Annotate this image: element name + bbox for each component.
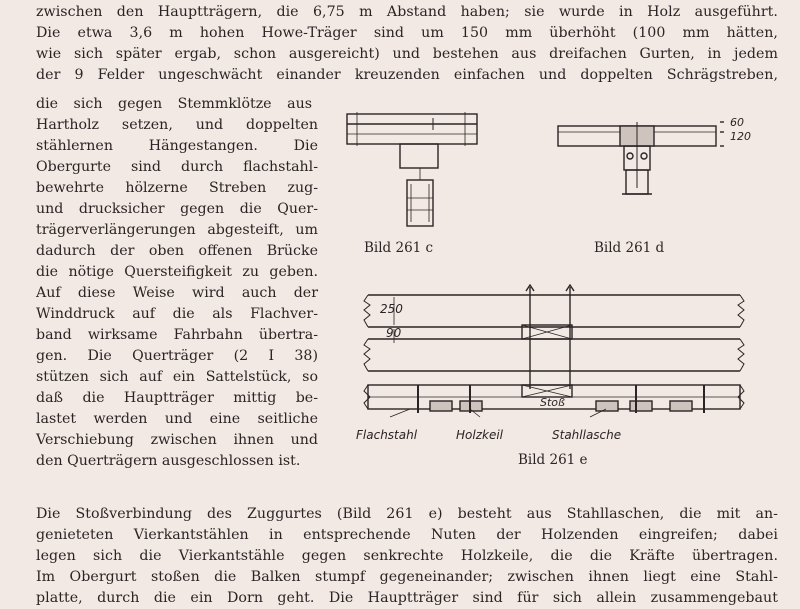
text-line: Winddruck auf die als Flachver-: [36, 306, 318, 322]
figure-caption: Bild 261 e: [518, 452, 588, 468]
text-line: daß die Hauptträger mittig be-: [36, 390, 318, 406]
text-line: der 9 Felder ungeschwächt einander kreuzenden einfachen und doppelten Schrägstreben,: [36, 67, 778, 83]
text-line: wie sich später ergab, schon ausgereicht) und bestehen aus dreifachen Gurten, in jedem: [36, 46, 778, 62]
text-line: Im Obergurt stoßen die Balken stumpf gegeneinander; zwischen ihnen liegt eine Stahl-: [36, 569, 778, 585]
text-line: dadurch der oben offenen Brücke: [36, 243, 318, 259]
text-line: trägerverlängerungen abgesteift, um: [36, 222, 318, 238]
dimension-label: 90: [386, 326, 402, 340]
text-line: lastet werden und eine seitliche: [36, 411, 318, 427]
text-line: Die Stoßverbindung des Zuggurtes (Bild 261 e) besteht aus Stahllaschen, die mit an-: [36, 506, 778, 522]
text-line: zwischen den Hauptträgern, die 6,75 m Abstand haben; sie wurde in Holz ausgeführt.: [36, 4, 778, 20]
text-line: legen sich die Vierkantstähle gegen senkrechte Holzkeile, die die Kräfte übertragen.: [36, 548, 778, 564]
stoss-label: Stoß: [540, 396, 565, 409]
dimension-label: 120: [730, 130, 751, 143]
text-line: platte, durch die ein Dorn geht. Die Hauptträger sind für sich allein zusammengebaut: [36, 590, 778, 606]
annotation-label: Holzkeil: [456, 428, 503, 442]
text-line: den Querträgern ausgeschlossen ist.: [36, 453, 301, 469]
text-line: gen. Die Querträger (2 I 38): [36, 348, 318, 364]
text-line: Hartholz setzen, und doppelten: [36, 117, 318, 133]
text-line: die sich gegen Stemmklötze aus: [36, 96, 312, 112]
text-line: stählernen Hängestangen. Die: [36, 138, 318, 154]
figure-261c-drawing: [345, 108, 485, 228]
annotation-label: Stahllasche: [552, 428, 622, 442]
text-line: band wirksame Fahrbahn übertra-: [36, 327, 318, 343]
annotation-label: Flachstahl: [356, 428, 418, 442]
text-line: Verschiebung zwischen ihnen und: [36, 432, 318, 448]
text-line: und drucksicher gegen die Quer-: [36, 201, 318, 217]
text-line: die nötige Quersteifigkeit zu geben.: [36, 264, 318, 280]
figure-261d-drawing: [556, 118, 736, 208]
figure-caption: Bild 261 c: [364, 240, 434, 256]
text-line: Obergurte sind durch flachstahl-: [36, 159, 318, 175]
text-line: stützen sich auf ein Sattelstück, so: [36, 369, 318, 385]
text-line: Auf diese Weise wird auch der: [36, 285, 318, 301]
dimension-label: 250: [380, 302, 403, 316]
figure-caption: Bild 261 d: [594, 240, 665, 256]
text-line: Die etwa 3,6 m hohen Howe-Träger sind um 150 mm überhöht (100 mm hätten,: [36, 25, 778, 41]
text-line: genieteten Vierkantstählen in entsprechende Nuten der Holzenden eingreifen; dabei: [36, 527, 778, 543]
dimension-label: 60: [730, 116, 744, 129]
text-line: bewehrte hölzerne Streben zug-: [36, 180, 318, 196]
